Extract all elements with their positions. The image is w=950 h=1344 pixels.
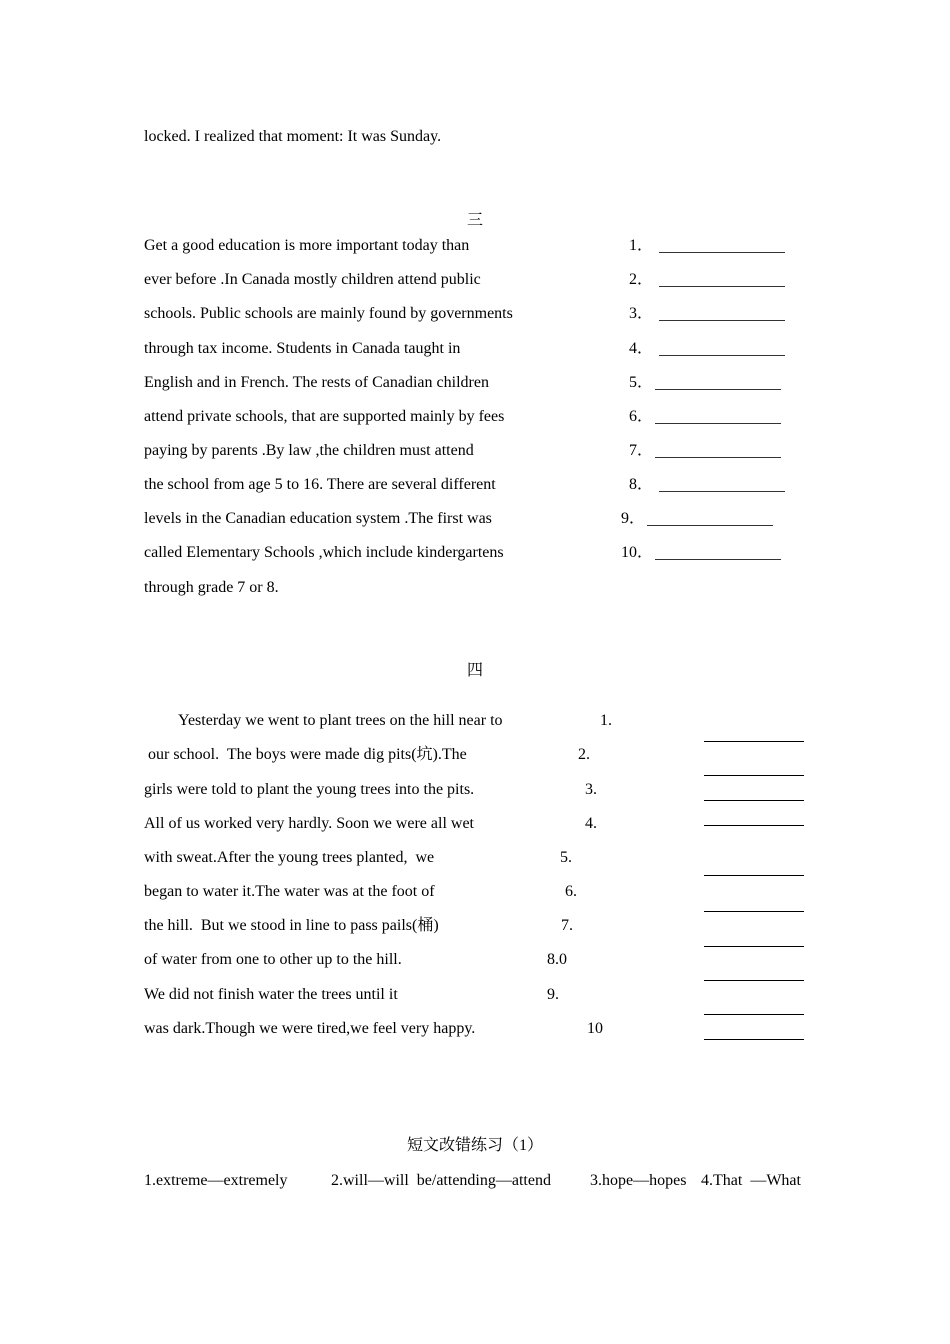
answer-number: 5. [560, 849, 572, 866]
passage-line: ever before .In Canada mostly children attend public [144, 271, 481, 288]
passage-line: the hill. But we stood in line to pass pails(桶) [144, 917, 439, 934]
answer-blank[interactable] [659, 320, 785, 321]
answer-number: 5． [629, 374, 654, 391]
answer-blank[interactable] [704, 800, 804, 801]
passage-line: of water from one to other up to the hill. [144, 951, 402, 968]
answer-number: 8． [629, 476, 654, 493]
passage-line: with sweat.After the young trees planted, we [144, 849, 435, 866]
answer-number: 4. [585, 815, 597, 832]
passage-line: Get a good education is more important today than [144, 237, 470, 254]
answer-blank[interactable] [704, 775, 804, 776]
answer-number: 10 [587, 1020, 603, 1037]
answer-blank[interactable] [704, 875, 804, 876]
answer-blank[interactable] [659, 252, 785, 253]
answer-number: 4． [629, 340, 654, 357]
top-line: locked. I realized that moment: It was Sunday. [144, 128, 442, 145]
answer-blank[interactable] [704, 1039, 804, 1040]
answer-number: 2． [629, 271, 654, 288]
passage-line: levels in the Canadian education system .The first was [144, 510, 492, 527]
answer-number: 10． [621, 544, 654, 561]
passage-line: through grade 7 or 8. [144, 579, 279, 596]
answer-number: 1． [629, 237, 654, 254]
answer-blank[interactable] [647, 525, 773, 526]
passage-line: Yesterday we went to plant trees on the hill near to [178, 712, 503, 729]
passage-line: through tax income. Students in Canada taught in [144, 340, 461, 357]
section3-heading: 三 [466, 212, 483, 229]
answer-blank[interactable] [655, 559, 781, 560]
answer-item: 2.will—will be/attending—attend [331, 1172, 551, 1189]
passage-line: began to water it.The water was at the foot of [144, 883, 435, 900]
passage-line: schools. Public schools are mainly found by governments [144, 305, 513, 322]
passage-line: our school. The boys were made dig pits(坑).The [144, 746, 467, 763]
answer-number: 6． [629, 408, 654, 425]
passage-line: called Elementary Schools ,which include kindergartens [144, 544, 504, 561]
answer-blank[interactable] [704, 1014, 804, 1015]
answer-blank[interactable] [704, 741, 804, 742]
answer-number: 3． [629, 305, 654, 322]
passage-line: attend private schools, that are supported mainly by fees [144, 408, 505, 425]
answer-item: 1.extreme—extremely [144, 1172, 288, 1189]
answer-item: 3.hope—hopes [590, 1172, 687, 1189]
passage-line: girls were told to plant the young trees into the pits. [144, 781, 475, 798]
answer-number: 7． [629, 442, 654, 459]
answer-blank[interactable] [655, 389, 781, 390]
answer-blank[interactable] [704, 980, 804, 981]
answer-number: 6. [565, 883, 577, 900]
answer-blank[interactable] [704, 825, 804, 826]
answer-blank[interactable] [704, 911, 804, 912]
answer-blank[interactable] [655, 423, 781, 424]
answer-number: 8.0 [547, 951, 567, 968]
passage-line: English and in French. The rests of Canadian children [144, 374, 489, 391]
passage-line: All of us worked very hardly. Soon we were all wet [144, 815, 474, 832]
passage-line: paying by parents .By law ,the children must attend [144, 442, 474, 459]
answer-blank[interactable] [704, 946, 804, 947]
answer-blank[interactable] [655, 457, 781, 458]
answer-blank[interactable] [659, 286, 785, 287]
passage-line: We did not finish water the trees until it [144, 986, 398, 1003]
answer-number: 9． [621, 510, 646, 527]
answer-number: 7. [561, 917, 573, 934]
passage-line: the school from age 5 to 16. There are several different [144, 476, 496, 493]
answer-number: 9. [547, 986, 559, 1003]
answer-item: 4.That —What [701, 1172, 801, 1189]
answer-blank[interactable] [659, 491, 785, 492]
passage-line: was dark.Though we were tired,we feel very happy. [144, 1020, 476, 1037]
answer-number: 2. [578, 746, 590, 763]
section4-heading: 四 [466, 662, 483, 679]
answer-number: 3. [585, 781, 597, 798]
answers-heading: 短文改错练习（1） [406, 1137, 543, 1154]
answer-blank[interactable] [659, 355, 785, 356]
answer-number: 1. [600, 712, 612, 729]
